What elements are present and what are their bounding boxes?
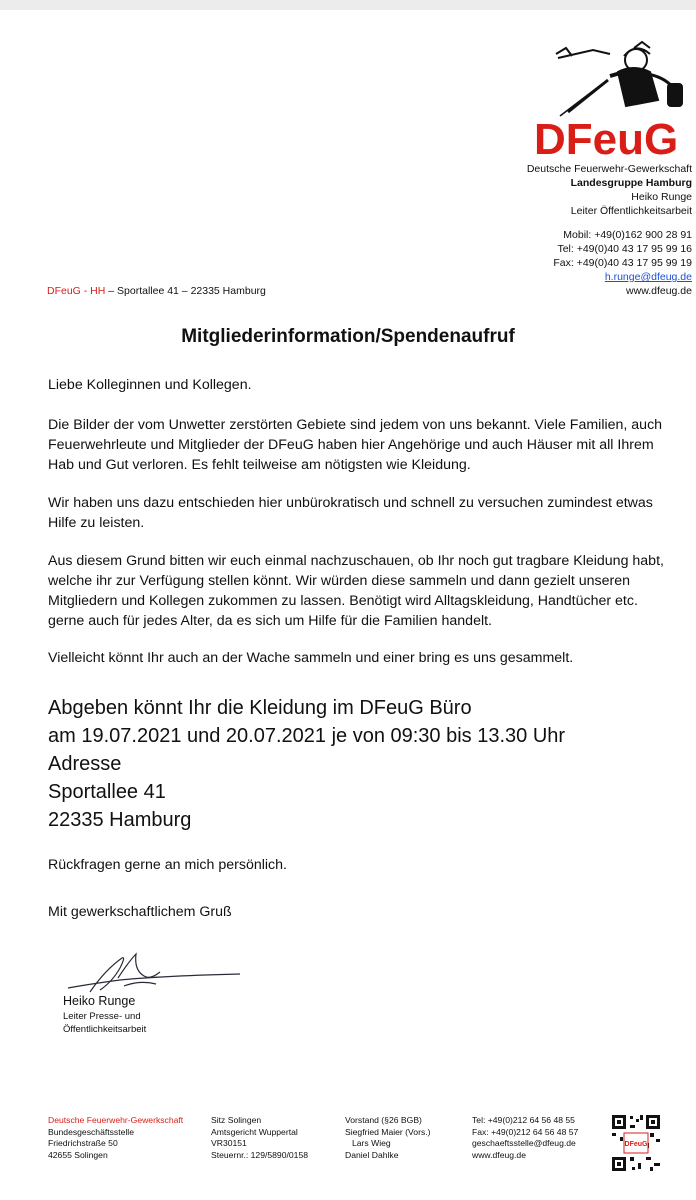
footer-org: Deutsche Feuerwehr-Gewerkschaft [48, 1115, 184, 1125]
contact-tel: Tel: +49(0)40 43 17 95 99 16 [557, 243, 692, 255]
paragraph-4: Vielleicht könnt Ihr auch an der Wache sammeln und einer bring es uns gesammelt. [48, 650, 574, 666]
footer-fax: Fax: +49(0)212 64 56 48 57 [472, 1126, 579, 1137]
footer-court: Amtsgericht Wuppertal [211, 1126, 298, 1137]
org-person: Heiko Runge [631, 191, 692, 203]
sender-org: DFeuG - HH [47, 285, 106, 297]
footer-email[interactable]: geschaeftsstelle@dfeug.de [472, 1138, 576, 1148]
contact-web: www.dfeug.de [626, 285, 692, 297]
dropoff-line-3: Adresse [48, 753, 122, 775]
footer-city: 42655 Solingen [48, 1149, 108, 1160]
footer-col-address [48, 1115, 183, 1161]
letterhead-contact [432, 228, 692, 298]
org-role: Leiter Öffentlichkeitsarbeit [570, 205, 692, 217]
dropoff-info [48, 694, 678, 834]
paragraph-1: Die Bilder der vom Unwetter zerstörten Gebiete sind jedem von uns bekannt. Viele Familien, auch Feuerwehrleute und Mitglieder der DFeuG haben hier Angehörige und auch Häuser mit all Ihrem Hab und Gut verloren. Es fehlt teilweise am nötigsten wie Kleidung. [48, 417, 663, 473]
logo-text: DFeuG [534, 115, 679, 164]
org-name: Deutsche Feuerwehr-Gewerkschaft [526, 163, 692, 175]
footer-web[interactable]: www.dfeug.de [472, 1149, 526, 1160]
footer-street: Friedrichstraße 50 [48, 1138, 118, 1148]
qr-code-icon [610, 1113, 662, 1173]
footer-board-member-2: Lars Wieg [352, 1138, 391, 1148]
sender-address: – Sportallee 41 – 22335 Hamburg [105, 285, 266, 297]
contact-fax: Fax: +49(0)40 43 17 95 99 19 [553, 257, 692, 269]
footer-tax: Steuernr.: 129/5890/0158 [211, 1149, 308, 1160]
footer-board-member-3: Daniel Dahlke [345, 1149, 399, 1160]
paragraph-3: Aus diesem Grund bitten wir euch einmal nachzuschauen, ob Ihr noch gut tragbare Kleidung habt, welche ihr zur Verfügung stellen könnt. Wir würden diese sammeln und dann gezielt unseren Mitgliedern und Kollegen zukommen zu lassen. Benötigt wird Alltagskleidung, Handtücher etc. gerne auch für jedes Alter, da es sich um Hilfe für die Familien handelt. [48, 553, 664, 629]
footer-col-board [345, 1115, 431, 1161]
svg-text:DFeuG: DFeuG [624, 1141, 648, 1148]
top-border [0, 0, 696, 10]
dropoff-line-5: 22335 Hamburg [48, 809, 192, 831]
signature-role-line-1: Leiter Presse- und [63, 1011, 141, 1022]
dropoff-line-2: am 19.07.2021 und 20.07.2021 je von 09:30 bis 13.30 Uhr [48, 725, 566, 747]
dfeug-logo [528, 40, 693, 164]
footer-registry: VR30151 [211, 1138, 247, 1148]
footer-seat: Sitz Solingen [211, 1115, 262, 1125]
paragraph-2: Wir haben uns dazu entschieden hier unbürokratisch und schnell zu versuchen zumindest etwas Hilfe zu leisten. [48, 495, 653, 531]
dropoff-line-1: Abgeben könnt Ihr die Kleidung im DFeuG Büro [48, 697, 472, 719]
signature-name: Heiko Runge [63, 994, 136, 1008]
letterhead-org [432, 162, 692, 218]
firefighter-icon [538, 40, 688, 120]
contact-email-link[interactable]: h.runge@dfeug.de [604, 271, 692, 283]
footer-board-title: Vorstand (§26 BGB) [345, 1115, 422, 1125]
footer-board-member-1: Siegfried Maier (Vors.) [345, 1126, 431, 1137]
org-group: Landesgruppe Hamburg [570, 177, 692, 189]
sender-address-line [47, 285, 266, 297]
closing-questions: Rückfragen gerne an mich persönlich. [48, 857, 287, 873]
signature-role-line-2: Öffentlichkeitsarbeit [63, 1024, 147, 1035]
footer-col-contact [472, 1115, 578, 1161]
greeting: Liebe Kolleginnen und Kollegen. [48, 377, 252, 393]
footer-tel: Tel: +49(0)212 64 56 48 55 [472, 1115, 575, 1125]
footer-office: Bundesgeschäftsstelle [48, 1126, 134, 1137]
dropoff-line-4: Sportallee 41 [48, 781, 166, 803]
closing-regards: Mit gewerkschaftlichem Gruß [48, 904, 232, 920]
signature-role [63, 1010, 146, 1036]
footer-col-legal [211, 1115, 308, 1161]
handwritten-signature [60, 950, 250, 1000]
contact-mobile: Mobil: +49(0)162 900 28 91 [563, 229, 692, 241]
letter-title: Mitgliederinformation/Spendenaufruf [181, 326, 515, 347]
